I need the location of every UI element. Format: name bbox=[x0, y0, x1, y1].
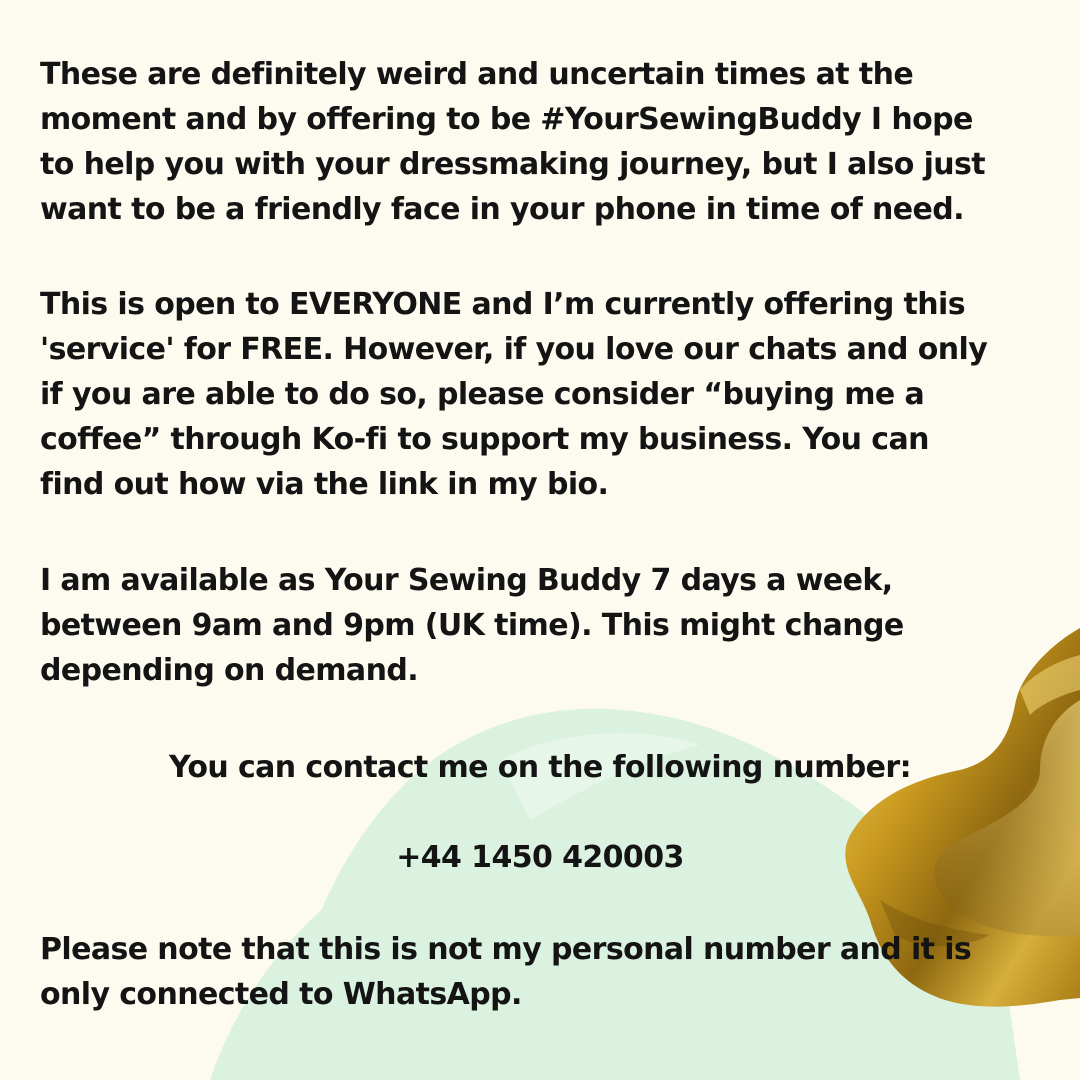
text-line: I am available as Your Sewing Buddy 7 days a week, bbox=[40, 563, 893, 598]
phone-number: +44 1450 420003 bbox=[396, 840, 684, 875]
text-line: Please note that this is not my personal number and it is bbox=[40, 932, 972, 967]
contact-heading: You can contact me on the following number: bbox=[169, 750, 911, 785]
text-line: want to be a friendly face in your phone in time of need. bbox=[40, 192, 964, 227]
text-line: These are definitely weird and uncertain times at the bbox=[40, 57, 914, 92]
text-line: moment and by offering to be #YourSewingBuddy I hope bbox=[40, 102, 973, 137]
text-line: depending on demand. bbox=[40, 653, 419, 688]
text-line: 'service' for FREE. However, if you love our chats and only bbox=[40, 332, 988, 367]
text-line: between 9am and 9pm (UK time). This might change bbox=[40, 608, 904, 643]
text-line: This is open to EVERYONE and I’m currently offering this bbox=[40, 287, 965, 322]
text-line: find out how via the link in my bio. bbox=[40, 467, 609, 502]
offer-paragraph bbox=[40, 282, 987, 507]
availability-paragraph bbox=[40, 558, 904, 693]
text-line: only connected to WhatsApp. bbox=[40, 977, 522, 1012]
text-line: coffee” through Ko-fi to support my business. You can bbox=[40, 422, 929, 457]
note-paragraph bbox=[40, 927, 971, 1017]
intro-paragraph bbox=[40, 52, 985, 232]
text-line: if you are able to do so, please consider “buying me a bbox=[40, 377, 925, 412]
text-line: to help you with your dressmaking journey, but I also just bbox=[40, 147, 986, 182]
